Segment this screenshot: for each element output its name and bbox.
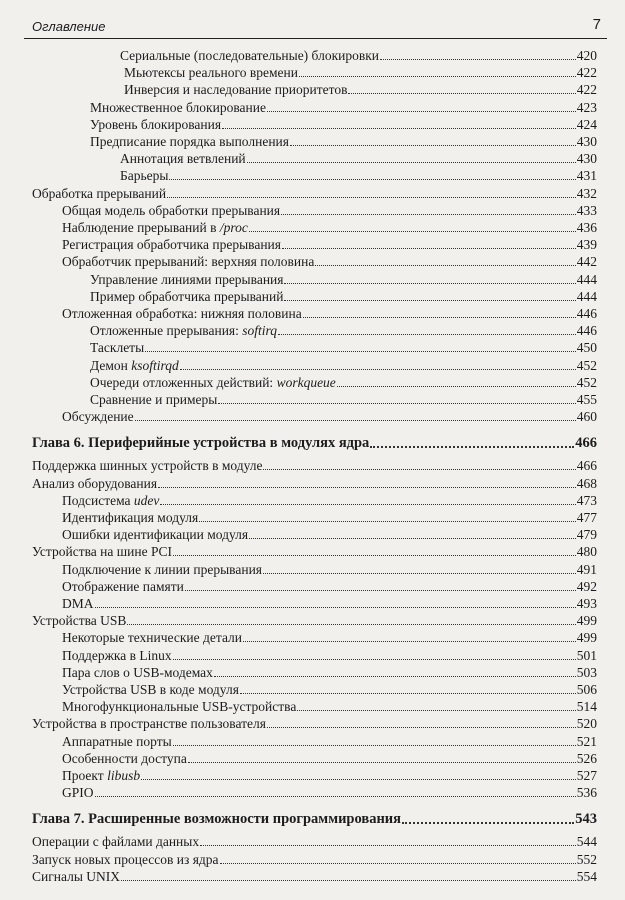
toc-entry bbox=[0, 646, 625, 663]
entry-page-number: 473 bbox=[576, 492, 597, 508]
toc-entry bbox=[0, 542, 625, 559]
section-title: Оглавление bbox=[32, 19, 106, 34]
dot-leader bbox=[263, 469, 575, 470]
chapter-entry bbox=[0, 810, 625, 827]
dot-leader bbox=[263, 573, 576, 574]
entry-page-number: 466 bbox=[576, 458, 597, 474]
entry-page-number: 430 bbox=[576, 151, 597, 167]
dot-leader bbox=[173, 745, 576, 746]
dot-leader bbox=[282, 248, 576, 249]
dot-leader bbox=[135, 420, 576, 421]
dot-leader bbox=[370, 446, 574, 448]
entry-title: Отложенные прерывания: softirq bbox=[90, 323, 278, 339]
toc-entry bbox=[0, 766, 625, 783]
entry-page-number: 491 bbox=[576, 561, 597, 577]
entry-page-number: 479 bbox=[576, 527, 597, 543]
dot-leader bbox=[188, 762, 576, 763]
dot-leader bbox=[173, 659, 576, 660]
toc-entry bbox=[0, 115, 625, 132]
entry-title: Подключение к линии прерывания bbox=[62, 561, 263, 577]
entry-title: Поддержка в Linux bbox=[62, 647, 172, 663]
toc-entry bbox=[0, 98, 625, 115]
entry-title: Инверсия и наследование приоритетов bbox=[124, 82, 348, 98]
entry-title: Сериальные (последовательные) блокировки bbox=[120, 48, 380, 63]
chapter-entry bbox=[0, 434, 625, 451]
toc-entry bbox=[0, 714, 625, 731]
entry-title: GPIO bbox=[62, 785, 94, 801]
dot-leader bbox=[145, 351, 576, 352]
dot-leader bbox=[249, 231, 576, 232]
entry-page-number: 423 bbox=[576, 99, 597, 115]
toc-entry bbox=[0, 560, 625, 577]
toc-entry bbox=[0, 235, 625, 252]
entry-title: Устройства на шине PCI bbox=[32, 544, 172, 560]
dot-leader bbox=[278, 334, 576, 335]
dot-leader bbox=[158, 487, 576, 488]
entry-title: Сравнение и примеры bbox=[90, 392, 218, 407]
entry-title: Тасклеты bbox=[90, 340, 145, 356]
toc-entry bbox=[0, 594, 625, 611]
entry-page-number: 543 bbox=[575, 811, 597, 828]
toc-entry bbox=[0, 321, 625, 338]
entry-title: Уровень блокирования bbox=[90, 116, 222, 132]
entry-title: Демон ksoftirqd bbox=[90, 357, 179, 373]
entry-page-number: 503 bbox=[576, 664, 597, 680]
entry-page-number: 492 bbox=[576, 578, 597, 594]
entry-page-number: 493 bbox=[576, 596, 597, 611]
entry-page-number: 432 bbox=[576, 185, 597, 201]
dot-leader bbox=[222, 128, 576, 129]
entry-page-number: 444 bbox=[576, 288, 597, 304]
entry-title: Глава 6. Периферийные устройства в модулях ядра bbox=[32, 435, 370, 452]
toc-entry bbox=[0, 628, 625, 645]
entry-page-number: 477 bbox=[576, 510, 597, 525]
dot-leader bbox=[299, 76, 576, 77]
entry-title: Ошибки идентификации модуля bbox=[62, 527, 249, 543]
entry-title: Поддержка шинных устройств в модуле bbox=[32, 458, 263, 474]
dot-leader bbox=[267, 727, 576, 728]
toc-entry bbox=[0, 697, 625, 714]
entry-page-number: 452 bbox=[576, 374, 597, 390]
toc-entry bbox=[0, 356, 625, 373]
dot-leader bbox=[169, 179, 575, 180]
toc-entry bbox=[0, 390, 625, 407]
entry-title: Устройства USB bbox=[32, 613, 127, 629]
dot-leader bbox=[284, 300, 575, 301]
toc-entry bbox=[0, 611, 625, 628]
dot-leader bbox=[173, 555, 576, 556]
entry-page-number: 430 bbox=[576, 134, 597, 149]
dot-leader bbox=[240, 693, 576, 694]
dot-leader bbox=[180, 369, 576, 370]
running-header bbox=[24, 16, 607, 39]
dot-leader bbox=[303, 317, 576, 318]
entry-title: DMA bbox=[62, 596, 94, 611]
dot-leader bbox=[249, 538, 576, 539]
entry-title: Отложенная обработка: нижняя половина bbox=[62, 306, 302, 321]
toc-entry bbox=[0, 80, 625, 97]
entry-title: Наблюдение прерываний в /proc bbox=[62, 220, 248, 235]
entry-title: Обработка прерываний bbox=[32, 185, 167, 201]
entry-title: Мьютексы реального времени bbox=[124, 65, 298, 81]
entry-title: Устройства в пространстве пользователя bbox=[32, 716, 266, 732]
dot-leader bbox=[95, 607, 576, 608]
dot-leader bbox=[200, 845, 576, 846]
entry-title: Обсуждение bbox=[62, 409, 134, 425]
toc-entry bbox=[0, 218, 625, 235]
entry-page-number: 433 bbox=[576, 202, 597, 218]
entry-title: Устройства USB в коде модуля bbox=[62, 682, 239, 697]
entry-title: Предписание порядка выполнения bbox=[90, 134, 289, 149]
entry-title: Запуск новых процессов из ядра bbox=[32, 851, 219, 867]
entry-title: Очереди отложенных действий: workqueue bbox=[90, 374, 336, 390]
toc-entry bbox=[0, 63, 625, 80]
dot-leader bbox=[290, 145, 576, 146]
table-of-contents bbox=[0, 46, 625, 896]
dot-leader bbox=[218, 403, 575, 404]
dot-leader bbox=[95, 796, 576, 797]
entry-page-number: 468 bbox=[576, 475, 597, 491]
entry-page-number: 446 bbox=[576, 323, 597, 339]
entry-title: Аппаратные порты bbox=[62, 733, 172, 749]
entry-title: Сигналы UNIX bbox=[32, 868, 121, 884]
toc-entry bbox=[0, 663, 625, 680]
entry-page-number: 514 bbox=[576, 699, 597, 715]
entry-page-number: 420 bbox=[576, 48, 597, 63]
entry-page-number: 499 bbox=[576, 630, 597, 646]
entry-title: Операции с файлами данных bbox=[32, 834, 200, 850]
dot-leader bbox=[121, 880, 576, 881]
toc-entry bbox=[0, 525, 625, 542]
entry-page-number: 444 bbox=[576, 271, 597, 287]
dot-leader bbox=[281, 214, 576, 215]
entry-page-number: 466 bbox=[575, 435, 597, 452]
entry-title: Барьеры bbox=[120, 168, 169, 184]
toc-entry bbox=[0, 680, 625, 697]
dot-leader bbox=[160, 504, 575, 505]
toc-entry bbox=[0, 373, 625, 390]
toc-entry bbox=[0, 783, 625, 800]
entry-page-number: 442 bbox=[576, 254, 597, 270]
toc-entry bbox=[0, 201, 625, 218]
dot-leader bbox=[247, 162, 576, 163]
entry-page-number: 422 bbox=[576, 65, 597, 81]
entry-title: Регистрация обработчика прерывания bbox=[62, 237, 281, 253]
toc-entry bbox=[0, 184, 625, 201]
toc-entry bbox=[0, 474, 625, 491]
entry-title: Пара слов о USB-модемах bbox=[62, 664, 213, 680]
entry-title: Общая модель обработки прерывания bbox=[62, 202, 281, 218]
dot-leader bbox=[380, 59, 576, 60]
toc-entry bbox=[0, 508, 625, 525]
entry-page-number: 536 bbox=[576, 785, 597, 801]
toc-entry bbox=[0, 287, 625, 304]
toc-entry bbox=[0, 407, 625, 424]
dot-leader bbox=[267, 111, 576, 112]
entry-title: Многофункциональные USB-устройства bbox=[62, 699, 297, 715]
toc-entry bbox=[0, 732, 625, 749]
toc-entry bbox=[0, 149, 625, 166]
entry-page-number: 526 bbox=[576, 750, 597, 766]
entry-page-number: 446 bbox=[576, 306, 597, 321]
entry-title: Подсистема udev bbox=[62, 492, 160, 508]
entry-title: Управление линиями прерывания bbox=[90, 271, 284, 287]
entry-title: Отображение памяти bbox=[62, 578, 184, 594]
entry-page-number: 520 bbox=[576, 716, 597, 732]
dot-leader bbox=[199, 521, 576, 522]
toc-entry bbox=[0, 132, 625, 149]
entry-title: Анализ оборудования bbox=[32, 475, 158, 491]
toc-entry bbox=[0, 577, 625, 594]
dot-leader bbox=[402, 822, 574, 824]
entry-title: Особенности доступа bbox=[62, 750, 187, 766]
toc-entry bbox=[0, 491, 625, 508]
entry-page-number: 552 bbox=[576, 851, 597, 867]
dot-leader bbox=[297, 710, 575, 711]
entry-title: Проект libusb bbox=[62, 768, 141, 783]
toc-entry bbox=[0, 832, 625, 849]
toc-entry bbox=[0, 456, 625, 473]
entry-page-number: 554 bbox=[576, 868, 597, 884]
dot-leader bbox=[127, 624, 575, 625]
entry-title: Обработчик прерываний: верхняя половина bbox=[62, 254, 315, 270]
dot-leader bbox=[315, 265, 575, 266]
dot-leader bbox=[220, 863, 576, 864]
entry-title: Пример обработчика прерываний bbox=[90, 288, 284, 304]
dot-leader bbox=[185, 590, 576, 591]
entry-page-number: 501 bbox=[576, 647, 597, 663]
entry-page-number: 544 bbox=[576, 834, 597, 850]
dot-leader bbox=[348, 93, 575, 94]
toc-entry bbox=[0, 252, 625, 269]
toc-entry bbox=[0, 166, 625, 183]
dot-leader bbox=[167, 197, 576, 198]
entry-page-number: 455 bbox=[576, 392, 597, 407]
entry-page-number: 521 bbox=[576, 733, 597, 749]
entry-page-number: 480 bbox=[576, 544, 597, 560]
entry-title: Аннотация ветвлений bbox=[120, 151, 246, 167]
entry-page-number: 439 bbox=[576, 237, 597, 253]
entry-page-number: 424 bbox=[576, 116, 597, 132]
entry-title: Глава 7. Расширенные возможности программирования bbox=[32, 811, 402, 828]
entry-page-number: 422 bbox=[576, 82, 597, 98]
entry-page-number: 452 bbox=[576, 357, 597, 373]
toc-entry bbox=[0, 867, 625, 884]
entry-title: Некоторые технические детали bbox=[62, 630, 243, 646]
entry-title: Идентификация модуля bbox=[62, 510, 199, 525]
dot-leader bbox=[214, 676, 576, 677]
entry-page-number: 506 bbox=[576, 682, 597, 697]
toc-entry bbox=[0, 270, 625, 287]
toc-entry bbox=[0, 304, 625, 321]
toc-entry bbox=[0, 338, 625, 355]
entry-page-number: 436 bbox=[576, 220, 597, 235]
entry-title: Множественное блокирование bbox=[90, 99, 266, 115]
dot-leader bbox=[141, 779, 576, 780]
entry-page-number: 527 bbox=[576, 768, 597, 783]
dot-leader bbox=[284, 283, 575, 284]
toc-entry bbox=[0, 850, 625, 867]
entry-page-number: 450 bbox=[576, 340, 597, 356]
entry-page-number: 431 bbox=[576, 168, 597, 184]
toc-entry bbox=[0, 46, 625, 63]
toc-entry bbox=[0, 749, 625, 766]
page-number: 7 bbox=[592, 16, 601, 33]
dot-leader bbox=[243, 641, 576, 642]
entry-page-number: 460 bbox=[576, 409, 597, 425]
dot-leader bbox=[337, 386, 576, 387]
entry-page-number: 499 bbox=[576, 613, 597, 629]
